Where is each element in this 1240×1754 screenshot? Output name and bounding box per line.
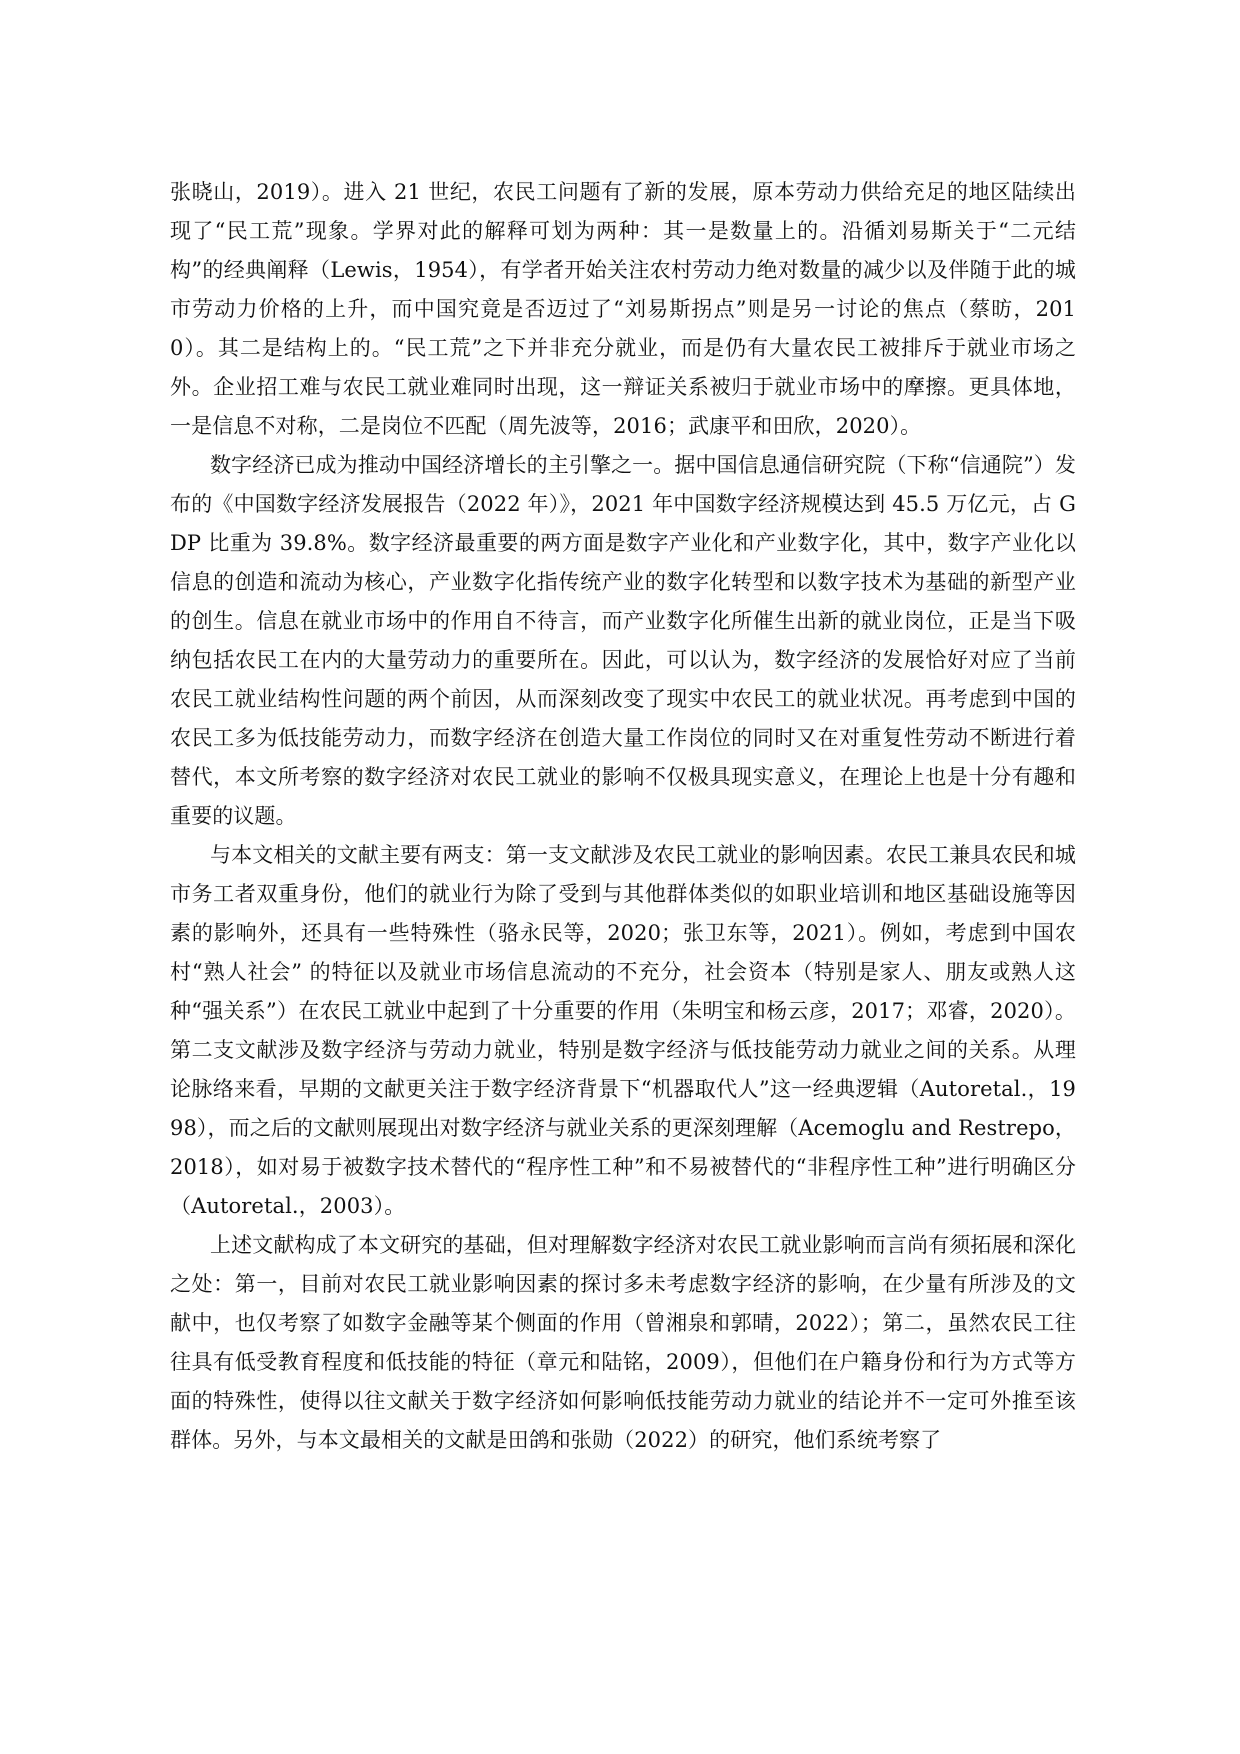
paragraph-digital-economy: 数字经济已成为推动中国经济增长的主引擎之一。据中国信息通信研究院（下称“信通院”）发布的《中国数字经济发展报告（2022 年）》，2021 年中国数字经济规模达到 45.5 万亿元，占 GDP 比重为 39.8%。数字经济最重要的两方面是数字产业化和产业数字化，其中，数字产业化以信息的创造和流动为核心，产业数字化指传统产业的数字化转型和以数字技术为基础的新型产业的创生。信息在就业市场中的作用自不待言，而产业数字化所催生出新的就业岗位，正是当下吸纳包括农民工在内的大量劳动力的重要所在。因此，可以认为，数字经济的发展恰好对应了当前农民工就业结构性问题的两个前因，从而深刻改变了现实中农民工的就业状况。再考虑到中国的农民工多为低技能劳动力，而数字经济在创造大量工作岗位的同时又在对重复性劳动不断进行着替代，本文所考察的数字经济对农民工就业的影响不仅极具现实意义，在理论上也是十分有趣和重要的议题。 <box>170 453 1076 828</box>
paragraph-continued: 张晓山，2019）。进入 21 世纪，农民工问题有了新的发展，原本劳动力供给充足的地区陆续出现了“民工荒”现象。学界对此的解释可划为两种：其一是数量上的。沿循刘易斯关于“二元结构”的经典阐释（Lewis，1954），有学者开始关注农村劳动力绝对数量的减少以及伴随于此的城市劳动力价格的上升，而中国究竟是否迈过了“刘易斯拐点”则是另一讨论的焦点（蔡昉，2010）。其二是结构上的。“民工荒”之下并非充分就业，而是仍有大量农民工被排斥于就业市场之外。企业招工难与农民工就业难同时出现，这一辩证关系被归于就业市场中的摩擦。更具体地，一是信息不对称，二是岗位不匹配（周先波等，2016；武康平和田欣，2020）。 <box>170 180 1076 438</box>
document-page <box>170 173 1076 1460</box>
paragraph-literature-review: 与本文相关的文献主要有两支：第一支文献涉及农民工就业的影响因素。农民工兼具农民和城市务工者双重身份，他们的就业行为除了受到与其他群体类似的如职业培训和地区基础设施等因素的影响外，还具有一些特殊性（骆永民等，2020；张卫东等，2021）。例如，考虑到中国农村“熟人社会” 的特征以及就业市场信息流动的不充分，社会资本（特别是家人、朋友或熟人这种“强关系”）在农民工就业中起到了十分重要的作用（朱明宝和杨云彦，2017；邓睿，2020）。第二支文献涉及数字经济与劳动力就业，特别是数字经济与低技能劳动力就业之间的关系。从理论脉络来看，早期的文献更关注于数字经济背景下“机器取代人”这一经典逻辑（Autoretal.，1998），而之后的文献则展现出对数字经济与就业关系的更深刻理解（Acemoglu and Restrepo，2018），如对易于被数字技术替代的“程序性工种”和不易被替代的“非程序性工种”进行明确区分（Autoretal.，2003）。 <box>170 843 1076 1218</box>
paragraph-research-gap: 上述文献构成了本文研究的基础，但对理解数字经济对农民工就业影响而言尚有须拓展和深化之处：第一，目前对农民工就业影响因素的探讨多未考虑数字经济的影响，在少量有所涉及的文献中，也仅考察了如数字金融等某个侧面的作用（曾湘泉和郭晴，2022）；第二，虽然农民工往往具有低受教育程度和低技能的特征（章元和陆铭，2009），但他们在户籍身份和行为方式等方面的特殊性，使得以往文献关于数字经济如何影响低技能劳动力就业的结论并不一定可外推至该群体。另外，与本文最相关的文献是田鸽和张勋（2022）的研究，他们系统考察了 <box>170 1233 1076 1452</box>
